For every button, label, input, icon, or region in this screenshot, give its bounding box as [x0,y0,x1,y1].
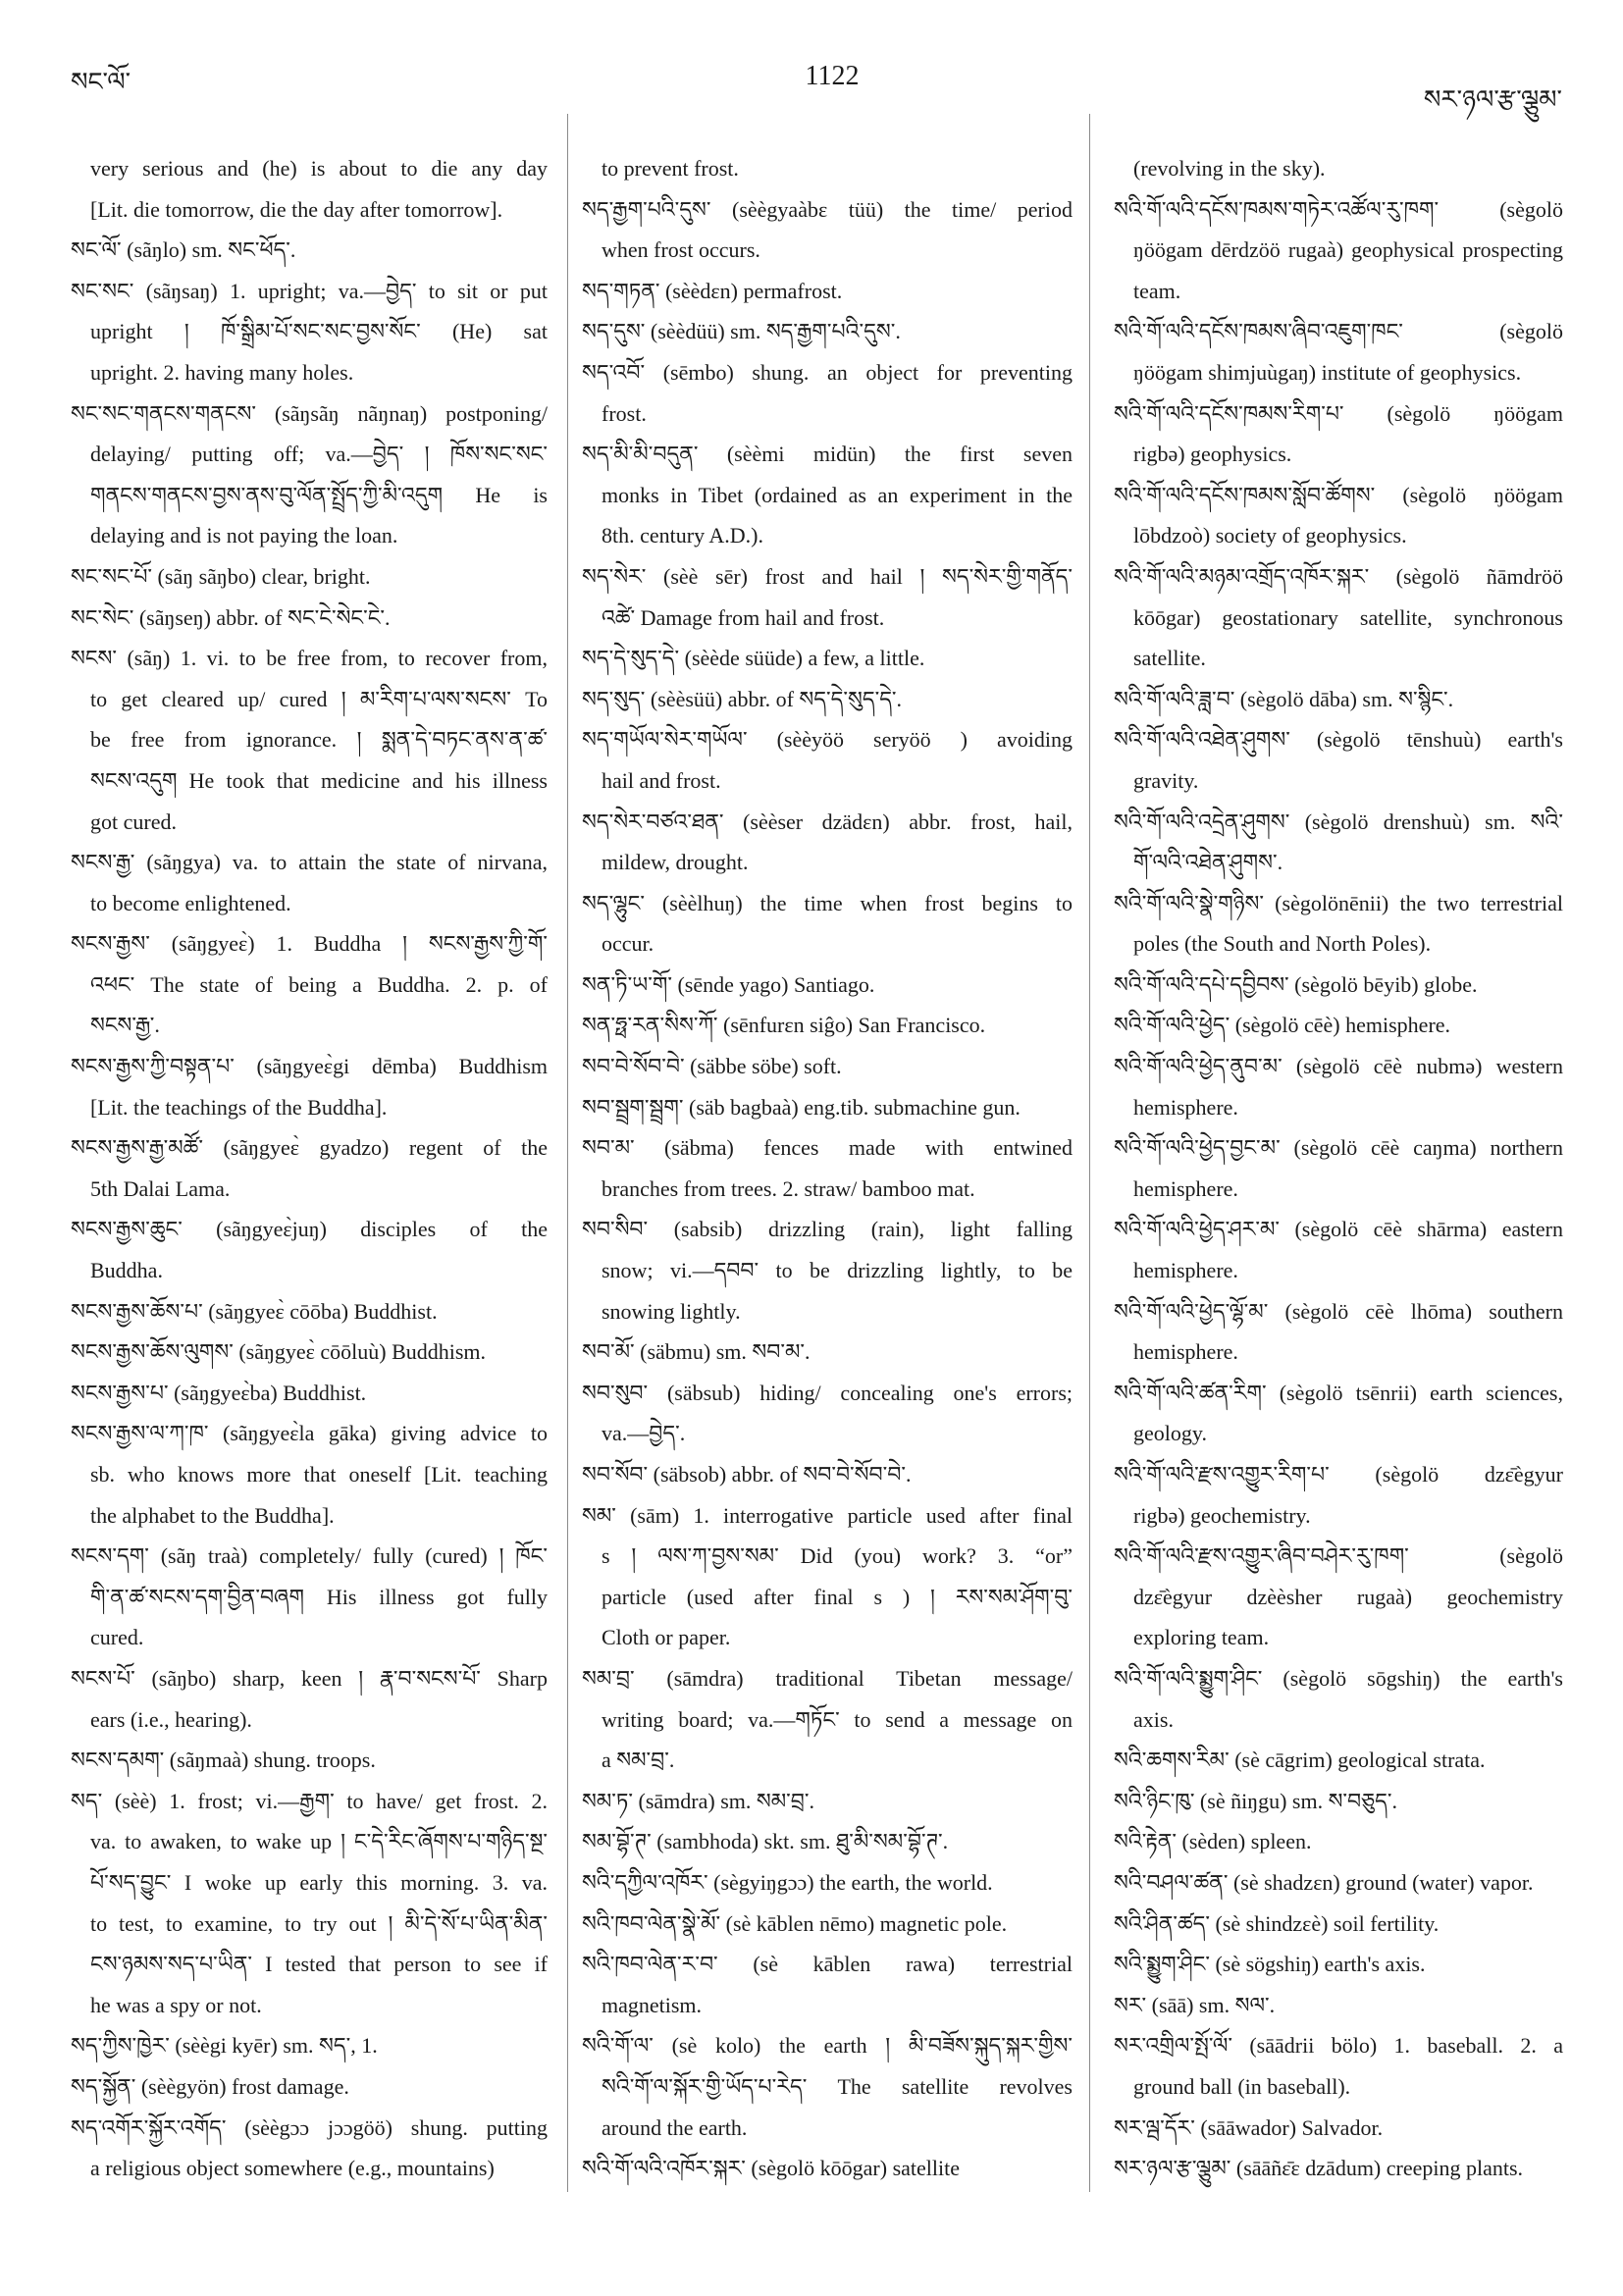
entry-line: poles (the South and North Poles). [1133,931,1432,957]
dictionary-entry [582,1331,1073,1373]
dictionary-entry [1114,1658,1563,1740]
headword-line: སར་འགྲིལ་སྤོ་ལོ་ (sāādrii bölo) 1. baseball. 2. a [1114,2033,1563,2059]
entry-line: སའི་གོ་ལ་སྐོར་གྱི་ཡོད་པ་རེད་ The satellite revolves [602,2073,1073,2099]
dictionary-entry [71,271,548,393]
entry-line: ground ball (in baseball). [1133,2073,1351,2099]
dictionary-entry [71,2066,548,2108]
headword-line: སའི་གོ་ལའི་འཐེན་ཤུགས་ (sègolö tēnshuù) earth's [1114,727,1563,753]
headword-line: སའི་ཤིན་ཚད་ (sè shindzɛè) soil fertility. [1114,1910,1440,1936]
headword-line: སན་ཧྥ་རན་སིས་ཀོ་ (sēnfurɛn siĝo) San Francisco. [582,1013,986,1038]
entry-line: ears (i.e., hearing). [90,1706,252,1732]
entry-line: པོ་སད་བྱུང་ I woke up early this morning. 3. va. [90,1869,548,1895]
dictionary-entry [1114,1944,1563,1985]
dictionary-entry [582,2025,1073,2148]
dictionary-entry [71,598,548,639]
headword-line: སད་དེ་སུད་དེ་ (sèède süüde) a few, a little. [582,646,925,671]
headword-line: སའི་གོ་ལའི་ཕྱེད་ཤར་མ་ (sègolö cēè shārma) eastern [1114,1217,1563,1242]
headword-line: སད་སེར་བཙའ་ཐན་ (sèèser dzädɛn) abbr. frost, hail, [582,809,1073,834]
dictionary-entry [71,1209,548,1290]
headword-line: སངས་དག་ (sãŋ traà) completely/ fully (cured) ། ཁོང་ [71,1543,548,1569]
column-1 [71,148,548,2199]
headword-line: སའི་གོ་ལའི་འཁོར་སྐར་ (sègolö kōōgar) satellite [582,2156,960,2181]
headword-line: སད་ཀྱིས་ཁྱེར་ (sèègi kyēr) sm. སད་, 1. [71,2033,378,2059]
entry-line: very serious and (he) is about to die any day [90,156,548,181]
entry-line: འཕང་ The state of being a Buddha. 2. p. of [90,971,548,997]
entry-line: dzɛ̄ègyur dzèèsher rugaà) geochemistry [1133,1584,1563,1609]
entry-line: སངས་འདུག He took that medicine and his illness [90,767,548,793]
dictionary-entry [1114,1862,1563,1904]
entry-line: [Lit. the teachings of the Buddha]. [90,1094,388,1120]
headword-line: སང་སང་གནངས་གནངས་ (sãŋsãŋ nãŋnaŋ) postponing/ [71,400,548,426]
dictionary-entry [582,189,1073,271]
entry-line: ŋöögam dērdzöö rugaà) geophysical prospecting [1133,237,1563,263]
headword-line: སད་འབོ་ (sēmbo) shung. an object for preventing [582,359,1073,385]
dictionary-entry [71,1536,548,1658]
entry-line: 5th Dalai Lama. [90,1175,231,1201]
dictionary-entry [71,842,548,923]
entry-line: ŋöögam shimjuùgaŋ) institute of geophysics. [1133,359,1522,385]
dictionary-entry [1114,189,1563,312]
column-divider [1089,114,1090,2192]
entry-line: གནངས་གནངས་བྱས་ནས་བུ་ལོན་སྤྲོད་ཀྱི་མི་འདུག He is [90,482,548,507]
dictionary-entry [582,965,1073,1006]
entry-line: hemisphere. [1133,1094,1238,1120]
entry-continuation [1114,148,1563,189]
dictionary-entry [582,1087,1073,1128]
entry-line: to get cleared up/ cured ། མ་རིག་པ་ལས་སངས་ To [90,686,548,711]
headword-line: སའི་གོ་ལའི་སྣེ་གཉིས་ (sègolönēnii) the two terrestrial [1114,890,1563,915]
headword-line: སད་ (sèè) 1. frost; vi.—རྒྱག་ to have/ get frost. 2. [71,1788,548,1813]
entry-line: Cloth or paper. [602,1625,731,1650]
dictionary-entry [582,1781,1073,1822]
entry-line: upright ། ཁོ་སྒྲིམ་པོ་སང་སང་བྱས་སོང་ (He) sat [90,319,548,344]
headword-line: སའི་གོ་ལའི་དཔེ་དབྱིབས་ (sègolö bēyib) globe. [1114,971,1478,997]
guide-word-right: སར་ཉལ་རྩ་ལྕུམ་ [1423,85,1562,114]
entry-line: (revolving in the sky). [1133,156,1326,181]
headword-line: སའི་གོ་ལའི་ཕྱེད་ (sègolö cēè) hemisphere. [1114,1013,1451,1038]
dictionary-entry [582,1046,1073,1087]
headword-line: སའི་ཁབ་ལེན་ར་བ་ (sè kāblen rawa) terrestrial [582,1952,1073,1977]
dictionary-entry [1114,2148,1563,2189]
headword-line: སར་ཉལ་རྩ་ལྕུམ་ (sāāñɛ̄ɛ dzādum) creeping plants. [1114,2156,1524,2181]
page-number: 1122 [805,61,860,91]
headword-line: སའི་དཀྱིལ་འཁོར་ (sègyiŋgɔɔ) the earth, the world. [582,1869,993,1895]
headword-line: སར་ལྦ་དོར་ (sāāwador) Salvador. [1114,2114,1384,2140]
headword-line: སད་སུད་ (sèèsüü) abbr. of སད་དེ་སུད་དེ་. [582,686,903,711]
headword-line: སང་སང་ (sãŋsaŋ) 1. upright; va.—བྱེད་ to sit or put [71,278,548,303]
entry-line: rigbə) geochemistry. [1133,1502,1311,1528]
headword-line: སང་སང་པོ་ (sãŋ sãŋbo) clear, bright. [71,563,371,589]
dictionary-entry [1114,1046,1563,1127]
entry-line: va. to awaken, to wake up ། ང་དེ་རིང་ཞོགས་པ་གཉིད་སྔ་ [90,1829,548,1854]
entry-line: around the earth. [602,2114,748,2140]
entry-continuation [582,148,1073,189]
headword-line: སད་སྐྱོན་ (sèègyön) frost damage. [71,2073,349,2099]
entry-line: to prevent frost. [602,156,739,181]
entry-line: axis. [1133,1706,1174,1732]
dictionary-entry [1114,1904,1563,1945]
entry-line: Buddha. [90,1258,163,1283]
dictionary-entry [582,1373,1073,1454]
headword-line: སའི་གོ་ལའི་ཟླ་བ་ (sègolö dāba) sm. ས་སྙིང་. [1114,686,1454,711]
headword-line: སའི་གོ་ལའི་ཕྱེད་ནུབ་མ་ (sègolö cēè nubmə) western [1114,1054,1563,1079]
entry-line: s ། ལས་ཀ་བྱས་སམ་ Did (you) work? 3. “or” [602,1543,1073,1569]
headword-line: སངས་ (sãŋ) 1. vi. to be free from, to recover from, [71,646,548,671]
dictionary-entry [582,1821,1073,1862]
entry-line: kōōgar) geostationary satellite, synchronous [1133,604,1563,630]
entry-line: གོ་ལའི་འཐེན་ཤུགས་. [1133,850,1283,875]
headword-line: སབ་སོབ་ (säbsob) abbr. of སབ་བེ་སོབ་བེ་. [582,1462,912,1487]
headword-line: སའི་གོ་ལའི་ཕྱེད་བྱང་མ་ (sègolö cēè caŋma) northern [1114,1135,1563,1161]
entry-line: hemisphere. [1133,1339,1238,1365]
column-3 [1114,148,1563,2199]
dictionary-entry [1114,1005,1563,1046]
entry-line: གི་ན་ཚ་སངས་དག་བྱིན་བཞག His illness got fully [90,1584,548,1609]
dictionary-entry [1114,393,1563,475]
dictionary-entry [1114,883,1563,965]
headword-line: སངས་རྒྱས་ཆོས་ལུགས་ (sãŋgyeɛ̀ cōōluù) Buddhism. [71,1339,487,1365]
headword-line: སའི་ཁབ་ལེན་སྣེ་མོ་ (sè kāblen nēmo) magnetic pole. [582,1910,1008,1936]
dictionary-entry [71,2025,548,2066]
headword-line: སད་འགོར་སྐྱོར་འགོད་ (sèègɔɔ jɔɔgöö) shung. putting [71,2114,548,2140]
entry-line: འཚེ་ Damage from hail and frost. [602,604,885,630]
entry-line: snow; vi.—དབབ་ to be drizzling lightly, to be [602,1258,1073,1283]
entry-line: upright. 2. having many holes. [90,359,354,385]
entry-line: satellite. [1133,646,1206,671]
entry-line: branches from trees. 2. straw/ bamboo mat. [602,1175,975,1201]
headword-line: སང་སེང་ (sãŋseŋ) abbr. of སང་ངེ་སེང་ངེ་. [71,604,391,630]
headword-line: སད་མི་མི་བདུན་ (sèèmi midün) the first seven [582,442,1073,467]
dictionary-entry [1114,719,1563,801]
headword-line: སའི་གོ་ལའི་དངོས་ཁམས་ཞིབ་འཇུག་ཁང་ (sègolö [1114,319,1563,344]
entry-line: va.—བྱེད་. [602,1421,686,1446]
dictionary-entry [71,1046,548,1127]
entry-line: frost. [602,400,647,426]
entry-line: hail and frost. [602,767,721,793]
dictionary-entry [582,1454,1073,1495]
dictionary-entry [1114,1209,1563,1290]
headword-line: སའི་གོ་ལའི་མཉམ་འགྲོད་འཁོར་སྐར་ (sègolö ñāmdröö [1114,563,1563,589]
entry-line: exploring team. [1133,1625,1270,1650]
dictionary-entry [582,1944,1073,2025]
entry-line: a religious object somewhere (e.g., mountains) [90,2156,495,2181]
entry-line: a སམ་བྲ་. [602,1748,675,1773]
headword-line: སབ་སུབ་ (säbsub) hiding/ concealing one's errors; [582,1380,1073,1405]
headword-line: སད་རྒྱག་པའི་དུས་ (sèègyaàbɛ tüü) the time/ period [582,196,1073,222]
dictionary-entry [582,311,1073,352]
dictionary-entry [1114,679,1563,720]
headword-line: སངས་རྒྱས་པ་ (sãŋgyeɛ̀ba) Buddhist. [71,1380,367,1405]
headword-line: སངས་རྒྱས་རྒྱ་མཚོ་ (sãŋgyeɛ̀ gyadzo) regent of the [71,1135,548,1161]
dictionary-entry [71,1331,548,1373]
headword-line: སངས་རྒྱས་ཆུང་ (sãŋgyeɛ̀juŋ) disciples of the [71,1217,548,1242]
entry-line: gravity. [1133,767,1199,793]
entry-line: occur. [602,931,654,957]
entry-line: to become enlightened. [90,890,291,915]
headword-line: སད་དུས་ (sèèdüü) sm. སད་རྒྱག་པའི་དུས་. [582,319,901,344]
dictionary-entry [1114,1781,1563,1822]
headword-line: སའི་ཆགས་རིམ་ (sè cāgrim) geological strata. [1114,1748,1486,1773]
dictionary-entry [71,1658,548,1740]
entry-line: mildew, drought. [602,850,749,875]
headword-line: སད་སེར་ (sèè sēr) frost and hail ། སད་སེར་གྱི་གནོད་ [582,563,1073,589]
entry-line: team. [1133,278,1181,303]
entry-line: delaying and is not paying the loan. [90,523,398,548]
dictionary-entry [582,556,1073,638]
headword-line: སའི་གོ་ལའི་དངོས་ཁམས་སློབ་ཚོགས་ (sègolö ŋöögam [1114,482,1563,507]
dictionary-entry [582,883,1073,965]
headword-line: སའི་གོ་ལའི་འདྲེན་ཤུགས་ (sègolö drenshuù) sm. སའི་ [1114,809,1563,834]
headword-line: སབ་བེ་སོབ་བེ་ (säbbe söbe) soft. [582,1054,842,1079]
entry-line: monks in Tibet (ordained as an experiment in the [602,482,1073,507]
headword-line: སངས་དམག་ (sãŋmaà) shung. troops. [71,1748,376,1773]
dictionary-entry [71,230,548,271]
dictionary-entry [1114,475,1563,556]
entry-line: hemisphere. [1133,1175,1238,1201]
column-2 [582,148,1073,2199]
dictionary-entry [1114,311,1563,392]
dictionary-entry [71,556,548,598]
column-divider [567,114,568,2192]
entry-line: be free from ignorance. ། སྨན་དེ་བཏང་ནས་ན་ཚ་ [90,727,548,753]
dictionary-entry [1114,1127,1563,1209]
headword-line: སའི་གོ་ལའི་རྫས་འགྱུར་རིག་པ་ (sègolö dzɛ̄ègyur [1114,1462,1563,1487]
entry-line: snowing lightly. [602,1298,741,1324]
headword-line: སའི་གོ་ལའི་སྨྱུག་ཤིང་ (sègolö sōgshiŋ) the earth's [1114,1665,1563,1691]
dictionary-entry [1114,2025,1563,2107]
headword-line: སའི་གོ་ལའི་རྫས་འགྱུར་ཞིབ་བཤེར་རུ་ཁག་ (sègolö [1114,1543,1563,1569]
dictionary-entry [71,638,548,842]
headword-line: སའི་གོ་ལའི་དངོས་ཁམས་རིག་པ་ (sègolö ŋöögam [1114,400,1563,426]
dictionary-entry [1114,1536,1563,1658]
dictionary-entry [71,1373,548,1414]
dictionary-entry [1114,556,1563,679]
headword-line: སངས་རྒྱས་ཀྱི་བསྟན་པ་ (sãŋgyeɛ̀gi dēmba) Buddhism [71,1054,548,1079]
headword-line: སའི་རྟེན་ (sèden) spleen. [1114,1829,1312,1854]
dictionary-entry [71,1127,548,1209]
headword-line: སངས་པོ་ (sãŋbo) sharp, keen ། རྣ་བ་སངས་པོ་ Sharp [71,1665,548,1691]
headword-line: སངས་རྒྱས་ལ་ཀ་ཁ་ (sãŋgyeɛ̀la gāka) giving advice to [71,1421,548,1446]
dictionary-entry [582,434,1073,556]
headword-line: སའི་སྨྱུག་ཤིང་ (sè sögshiŋ) earth's axis. [1114,1952,1426,1977]
dictionary-entry [71,1291,548,1332]
headword-line: སའི་གོ་ལ་ (sè kolo) the earth ། མི་བཟོས་སྐུད་སྐར་གྱིས་ [582,2033,1073,2059]
headword-line: སའི་གོ་ལའི་ཕྱེད་ལྷོ་མ་ (sègolö cēè lhōma) southern [1114,1298,1563,1324]
headword-line: སར་ (sāā) sm. སལ་. [1114,1992,1276,2017]
entry-line: cured. [90,1625,144,1650]
dictionary-entry [71,1781,548,2026]
dictionary-entry [582,1904,1073,1945]
entry-line: when frost occurs. [602,237,760,263]
entry-line: geology. [1133,1421,1207,1446]
entry-line: lōbdzoò) society of geophysics. [1133,523,1407,548]
headword-line: སངས་རྒྱས་ (sãŋgyeɛ̀) 1. Buddha ། སངས་རྒྱས་ཀྱི་གོ་ [71,931,548,957]
dictionary-entry [582,1862,1073,1904]
entry-line: got cured. [90,809,177,834]
dictionary-entry [1114,1454,1563,1536]
entry-line: to test, to examine, to try out ། མི་དེ་སོ་པ་ཡིན་མིན་ [90,1910,548,1936]
entry-line: ངས་ཉམས་སད་པ་ཡིན་ I tested that person to see if [90,1952,548,1977]
entry-line: sb. who knows more that oneself [Lit. teaching [90,1462,548,1487]
dictionary-entry [71,2108,548,2189]
dictionary-entry [582,1209,1073,1331]
headword-line: སའི་ཉིང་ཁུ་ (sè ñiŋgu) sm. ས་བཅུད་. [1114,1788,1398,1813]
dictionary-entry [1114,965,1563,1006]
dictionary-entry [71,1740,548,1781]
dictionary-entry [1114,1985,1563,2026]
headword-line: སམ་བྷོ་ཊ་ (sambhoda) skt. sm. ཐུ་མི་སམ་བྷོ་ཊ་. [582,1829,949,1854]
dictionary-entry [582,1658,1073,1781]
dictionary-entry [1114,2108,1563,2149]
headword-line: སམ་ཏ་ (sāmdra) sm. སམ་བྲ་. [582,1788,815,1813]
dictionary-entry [582,1005,1073,1046]
headword-line: སབ་སིབ་ (sabsib) drizzling (rain), light falling [582,1217,1073,1242]
dictionary-entry [1114,802,1563,883]
headword-line: སད་གཡོལ་སེར་གཡོལ་ (sèèyöö seryöö ) avoiding [582,727,1073,753]
headword-line: སབ་མོ་ (säbmu) sm. སབ་མ་. [582,1339,811,1365]
headword-line: སའི་བཤལ་ཚན་ (sè shadzɛn) ground (water) vapor. [1114,1869,1534,1895]
entry-line: particle (used after final s ) ། རས་སམ་ཤོག་བུ་ [602,1584,1073,1609]
headword-line: སའི་གོ་ལའི་དངོས་ཁམས་གཏེར་འཚོལ་རུ་ཁག་ (sègolö [1114,196,1563,222]
headword-line: སད་ལྷུང་ (sèèlhuŋ) the time when frost begins to [582,890,1073,915]
entry-line: magnetism. [602,1992,703,2017]
headword-line: སན་ཏི་ཡ་གོ་ (sēnde yago) Santiago. [582,971,875,997]
entry-line: [Lit. die tomorrow, die the day after tomorrow]. [90,196,503,222]
entry-line: he was a spy or not. [90,1992,262,2017]
dictionary-entry [71,923,548,1046]
headword-line: སངས་རྒྱས་ཆོས་པ་ (sãŋgyeɛ̀ cōōba) Buddhist. [71,1298,438,1324]
dictionary-entry [1114,1821,1563,1862]
entry-line: delaying/ putting off; va.—བྱེད་ ། ཁོས་སང་སང་ [90,442,548,467]
dictionary-entry [582,802,1073,883]
entry-line: rigbə) geophysics. [1133,442,1292,467]
headword-line: སབ་སྦྲག་སྦྲག་ (säb bagbaà) eng.tib. submachine gun. [582,1094,1021,1120]
headword-line: སའི་གོ་ལའི་ཚན་རིག་ (sègolö tsēnrii) earth sciences, [1114,1380,1563,1405]
entry-line: the alphabet to the Buddha]. [90,1502,335,1528]
headword-line: སངས་རྒྱ་ (sãŋgya) va. to attain the state of nirvana, [71,850,548,875]
dictionary-entry [582,2148,1073,2189]
dictionary-entry [582,1127,1073,1209]
dictionary-entry [582,638,1073,679]
headword-line: སང་ལོ་ (sãŋlo) sm. སང་ཕོད་. [71,237,296,263]
dictionary-entry [1114,1740,1563,1781]
headword-line: སད་གཏན་ (sèèdɛn) permafrost. [582,278,843,303]
dictionary-entry [582,352,1073,434]
guide-word-left: སང་ལོ་ [71,68,131,96]
headword-line: སབ་མ་ (säbma) fences made with entwined [582,1135,1073,1161]
entry-line: སངས་རྒྱ་. [90,1013,160,1038]
dictionary-entry [71,393,548,556]
dictionary-entry [582,271,1073,312]
dictionary-entry [582,1495,1073,1658]
dictionary-entry [582,719,1073,801]
entry-line: 8th. century A.D.). [602,523,763,548]
entry-continuation [71,148,548,230]
headword-line: སམ་ (sām) 1. interrogative particle used after final [582,1502,1073,1528]
entry-line: writing board; va.—གཏོང་ to send a message on [602,1706,1073,1732]
dictionary-entry [582,679,1073,720]
headword-line: སམ་བྲ་ (sāmdra) traditional Tibetan message/ [582,1665,1073,1691]
dictionary-entry [1114,1291,1563,1373]
dictionary-entry [71,1413,548,1536]
entry-line: hemisphere. [1133,1258,1238,1283]
dictionary-entry [1114,1373,1563,1454]
